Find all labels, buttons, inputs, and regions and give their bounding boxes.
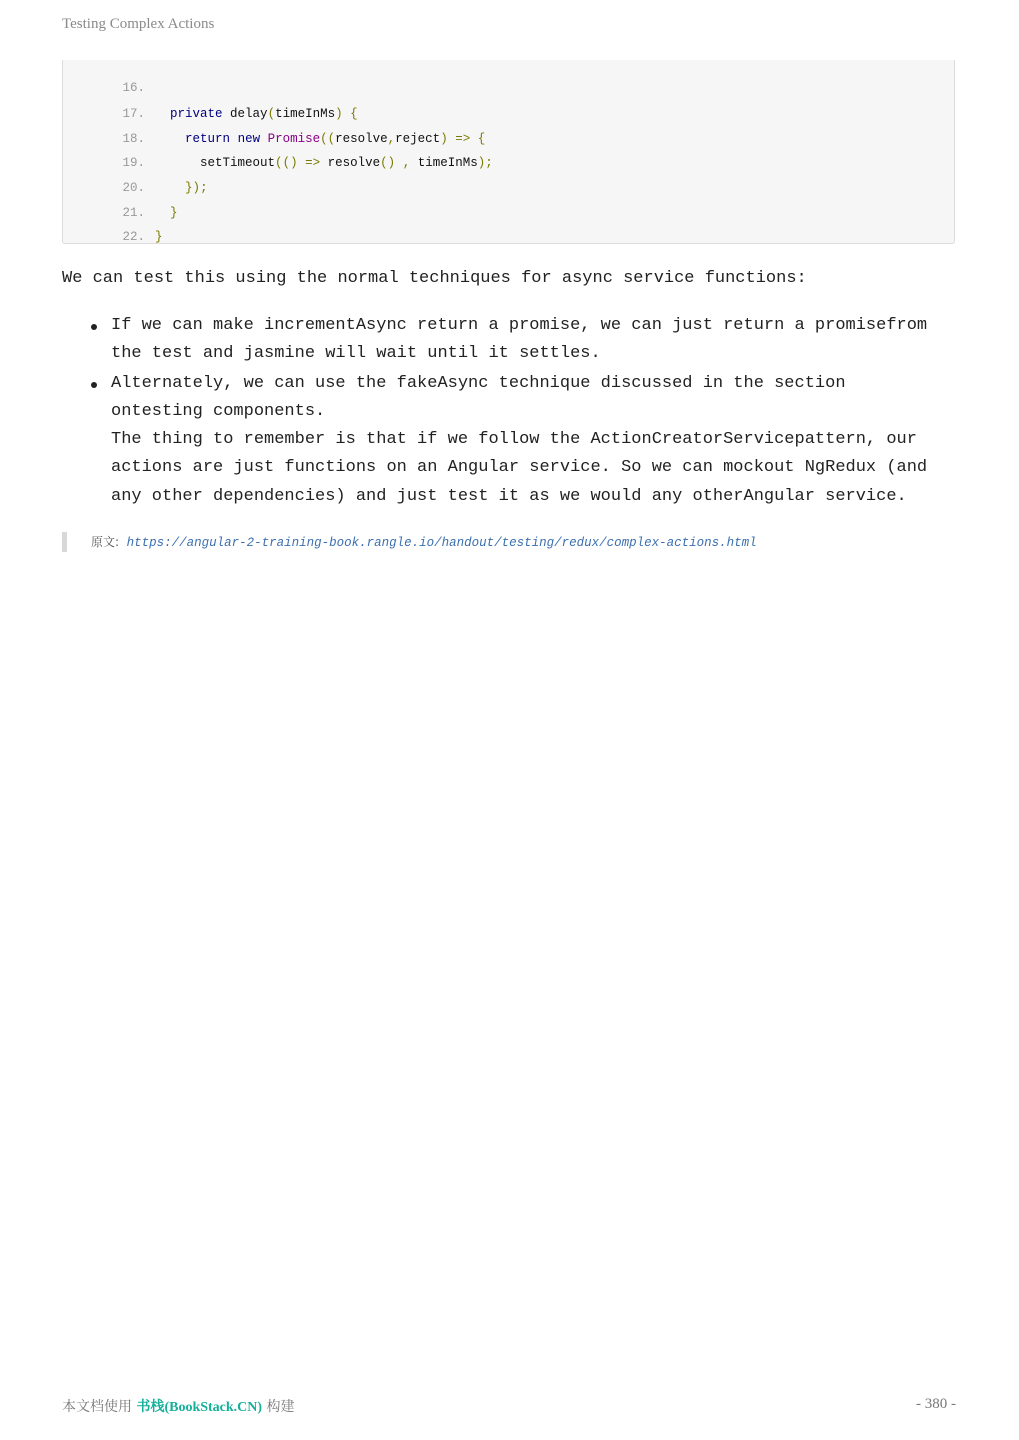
- list-item-text: any other dependencies) and just test it as we would any otherAngular service.: [111, 486, 907, 506]
- source-link[interactable]: https://angular-2-training-book.rangle.io/handout/testing/redux/complex-actions.html: [126, 536, 757, 550]
- list-item-text: If we can make incrementAsync return a promise, we can just return a promisefrom: [111, 316, 928, 335]
- code-line: [63, 207, 163, 244]
- footer-credit: [62, 1396, 295, 1416]
- page-number: - 380 -: [916, 1396, 956, 1412]
- list-item-text: Alternately, we can use the fakeAsync technique discussed in the section: [111, 373, 846, 393]
- code-text: setTimeout(() => resolve() , timeInMs);: [155, 156, 493, 170]
- bullet-icon: [91, 382, 97, 388]
- code-text: });: [185, 181, 208, 195]
- code-text: }: [155, 230, 163, 244]
- list-item-text: ontesting components.: [111, 401, 326, 421]
- code-line: [63, 109, 486, 146]
- list-item-text: The thing to remember is that if we follow the ActionCreatorServicepattern, our: [111, 430, 917, 450]
- code-line: [63, 84, 358, 121]
- line-number: 17.: [122, 107, 146, 121]
- list-item: [62, 370, 962, 511]
- code-block: [62, 60, 955, 244]
- line-number: 16.: [122, 81, 146, 95]
- source-label: 原文:: [91, 535, 120, 549]
- line-number: 19.: [122, 156, 146, 170]
- code-line: [63, 58, 155, 95]
- list-item: [62, 312, 962, 369]
- code-text: return new Promise((resolve,reject) => {: [185, 132, 486, 146]
- line-number: 18.: [122, 132, 146, 146]
- bullet-icon: [91, 324, 97, 330]
- code-text: private delay(timeInMs) {: [170, 107, 358, 121]
- code-text: }: [170, 206, 178, 220]
- bullet-list: [62, 312, 962, 511]
- footer-prefix: 本文档使用: [62, 1399, 132, 1415]
- line-number: 21.: [122, 206, 146, 220]
- list-item-text: the test and jasmine will wait until it settles.: [111, 344, 601, 364]
- line-number: 22.: [122, 230, 146, 244]
- code-line: [63, 158, 208, 195]
- list-item-text: actions are just functions on an Angular service. So we can mockout NgRedux (and: [111, 458, 928, 478]
- footer-brand-link[interactable]: 书栈(BookStack.CN): [136, 1400, 263, 1415]
- code-line: [63, 133, 493, 170]
- footer-suffix: 构建: [266, 1399, 295, 1415]
- line-number: 20.: [122, 181, 146, 195]
- source-quote: [62, 532, 757, 552]
- running-header: Testing Complex Actions: [62, 16, 215, 32]
- code-line: [63, 183, 178, 220]
- intro-paragraph: We can test this using the normal techniques for async service functions:: [62, 269, 807, 288]
